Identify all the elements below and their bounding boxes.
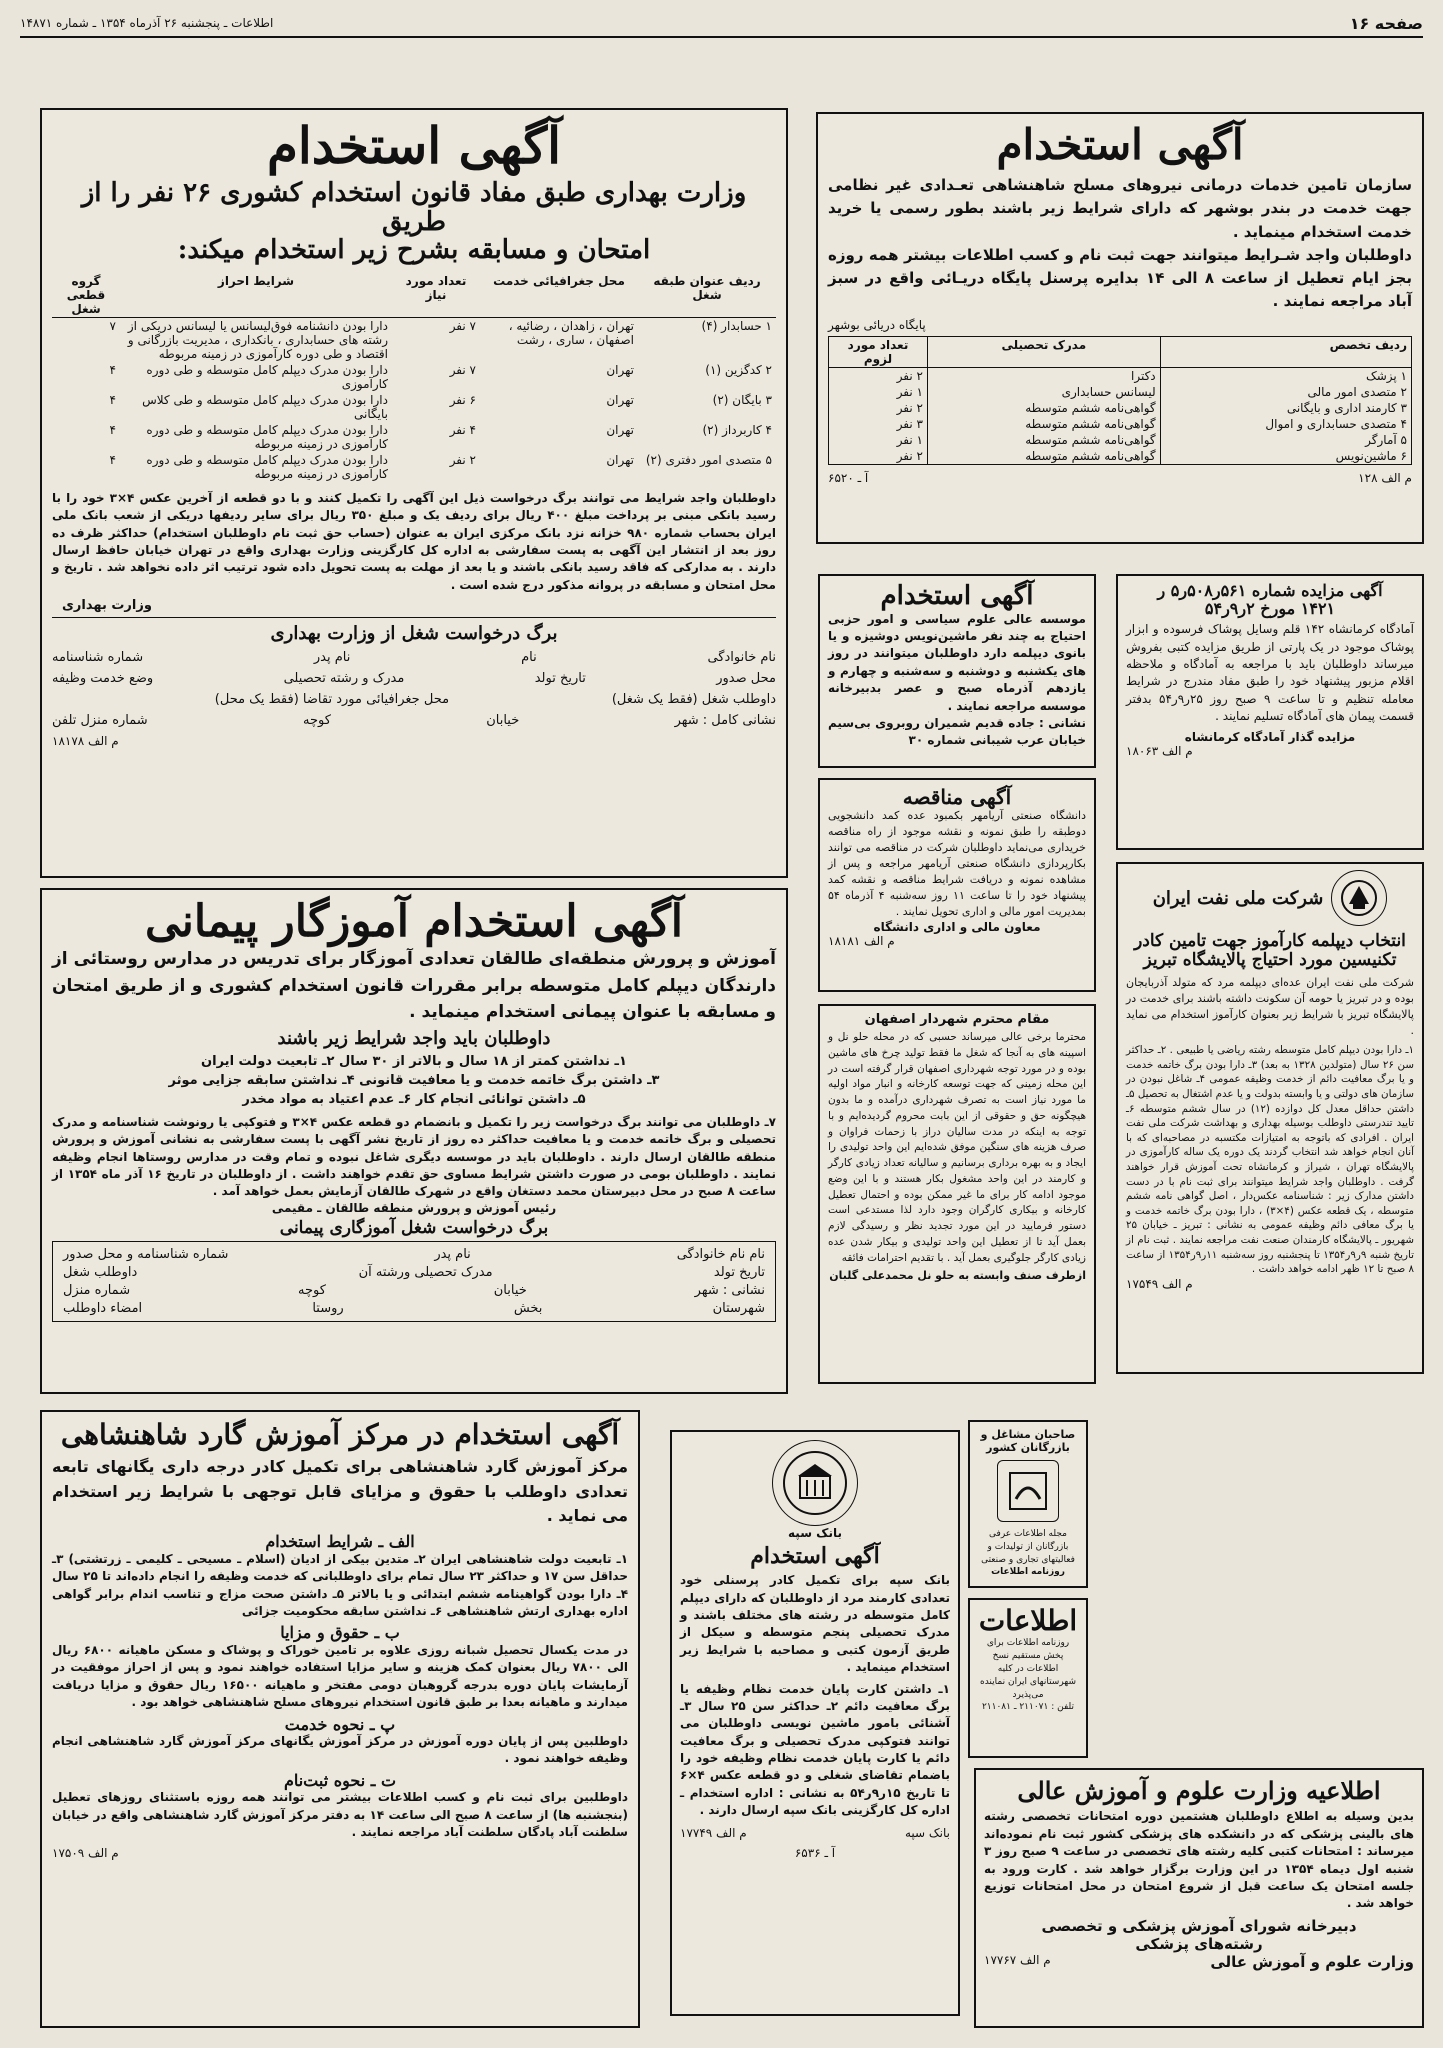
cell: ۶ نفر <box>449 392 476 407</box>
cell: ۲ نفر <box>829 400 928 416</box>
form-field[interactable]: روستا <box>312 1301 344 1317</box>
ad-navy-ref2: آ ـ ۶۵۲۰ <box>828 470 869 485</box>
ad-institute-address: نشانی : جاده قدیم شمیران روبروی بی‌سیم خیابان عرب شیبانی شماره ۳۰ <box>828 715 1086 748</box>
ad-bank-conds: ۱ـ داشتن کارت پایان خدمت نظام وظیفه یا برگ معافیت دائم ۲ـ حداکثر سن ۲۵ سال ۳ـ آشنائی بامور ماشین نویسی داوطلبان می توانند فتوکپی مدرک تحصیلی و برگ معافیت دائم یا کارت پایان خدمت نظام وظیفه خود را باضمام تقاضای شغلی و دو قطعه عکس ۴×۶ تا تاریخ ۱۵ر۹ر۵۴ به نشانی : اداره استخدام ـ اداره کل کارگزینی بانک سپه ارسال دارند . <box>680 1681 950 1818</box>
cell: ۱ نفر <box>829 432 928 448</box>
ad-teacher-body: آموزش و پرورش منطقه‌ای طالقان تعدادی آموزگار برای تدریس در مدارس روستائی از دارندگان دیپلم کامل متوسطه برابر مقررات قانون استخدام کشوری و از طریق امتحان و مسابقه با عنوان پیمانی استخدام مینماید . <box>52 949 776 1023</box>
form-field[interactable]: کوچه <box>302 712 331 728</box>
form-field[interactable]: شماره منزل تلفن <box>52 712 148 728</box>
ad-guard-s3: پ ـ نحوه خدمت <box>284 1714 396 1734</box>
form-field[interactable]: شماره شناسنامه <box>52 649 144 665</box>
form-field[interactable]: داوطلب شغل (فقط یک شغل) <box>611 691 776 707</box>
ad-teacher-title: آگهی استخدام آموزگار پیمانی <box>144 896 684 947</box>
ad-auction-ref: م الف ۱۸۰۶۳ <box>1126 743 1193 758</box>
ad-guard-s2: ب ـ حقوق و مزایا <box>280 1623 400 1643</box>
ad-press-title: صاحبان مشاغل و بازرگانان کشور <box>980 1428 1076 1454</box>
ad-guard-s4-text: داوطلبین برای ثبت نام و کسب اطلاعات بیشتر می توانند همه روزه باستثنای روزهای تعطیل (بنجشنبه ها) از ساعت ۸ صبح الی ساعت ۱۴ به دفتر مرکز آموزش گارد شاهنشاهی واقع در خیابان سلطنت آباد پادگان سلطنت آباد مراجعه نمایند . <box>52 1790 628 1840</box>
ad-institute-title: آگهی استخدام <box>880 581 1034 611</box>
col-header: تعداد مورد لزوم <box>829 336 928 367</box>
table-header <box>52 273 776 318</box>
ad-ministry-title: اطلاعیه وزارت علوم و آموزش عالی <box>1017 1776 1381 1805</box>
col-header: ردیف عنوان طبقه شغل <box>653 273 761 302</box>
ad-teacher-body2: ۷ـ داوطلبان می توانند برگ درخواست زیر را تکمیل و بانضمام دو قطعه عکس ۴×۳ و فتوکپی یا رونوشت شناسنامه و مدرک تحصیلی و برگ خاتمه خدمت و یا معافیت حداکثر ده روز از تاریخ نشر آگهی با پست سفارشی به نشانی آموزش و پرورش منطقه طالقان ارسال دارند . داوطلبان باید در موسسه دیگری شاغل نبوده و تمام وقت در مدارس روستاها انجام وظیفه نمایند . داوطلبان بومی در صورت داشتن شرایط مساوی حق تقدم خواهند داشت . از داوطلبان در تاریخ ۱۶ آذر ماه ۱۳۵۴ از ساعت ۸ صبح در محل دبیرستان محمد دستغان واقع در شهرک طالقان آزمایش بعمل خواهد آمد . <box>52 1114 777 1199</box>
form-field[interactable]: تاریخ تولد <box>534 670 586 686</box>
cell: ۴ <box>109 392 116 407</box>
cell: ۲ نفر <box>449 452 476 467</box>
ad-tender <box>818 778 1096 992</box>
ad-navy-title: آگهی استخدام <box>996 120 1244 169</box>
ad-oil <box>1116 862 1424 1374</box>
ad-ettelaat-phone: تلفن : ۲۱۱۰۷۱ ـ ۲۱۱۰۸۱ <box>981 1702 1075 1713</box>
ad-navy-ref: م الف ۱۲۸ <box>1358 470 1412 485</box>
ad-health-form-title: برگ درخواست شغل از وزارت بهداری <box>270 623 558 645</box>
cell: دارا بودن مدرک دیپلم کامل متوسطه و طی کلاس بایگانی <box>142 392 388 421</box>
col-header: تعداد مورد نیاز <box>405 273 467 302</box>
form-field[interactable]: تاریخ تولد <box>713 1265 765 1281</box>
ad-ettelaat-body: روزنامه اطلاعات برای پخش مستقیم نسخ اطلاعات در کلیه شهرستانهای ایران نماینده می‌پذیرد <box>979 1637 1076 1700</box>
cell: دارا بودن مدرک دیپلم کامل متوسطه و طی دوره کارآموزی در زمینه مربوطه <box>146 422 388 451</box>
form-field[interactable]: نشانی کامل : شهر <box>674 712 776 728</box>
table-row <box>52 317 776 362</box>
cell: ۷ نفر <box>449 362 476 377</box>
ad-ministry-sign2: رشته‌های پزشکی <box>1135 1934 1263 1953</box>
cell: ۱ نفر <box>829 384 928 400</box>
form-field[interactable]: نشانی : شهر <box>694 1283 765 1299</box>
cell: ۳ کارمند اداری و بایگانی <box>1286 400 1407 415</box>
ad-tender-title: آگهی مناقصه <box>902 785 1012 809</box>
col-header: ردیف تخصص <box>1160 336 1411 367</box>
table-row <box>52 392 776 422</box>
cell: دارا بودن مدرک دیپلم کامل متوسطه و طی دوره کارآموزی در زمینه مربوطه <box>146 452 388 481</box>
cell: ۷ نفر <box>449 318 476 333</box>
ad-letter <box>818 1004 1096 1384</box>
cell: ۵ متصدی امور دفتری (۲) <box>645 452 772 467</box>
ad-health-ref: م الف ۱۸۱۷۸ <box>52 733 119 748</box>
table-row <box>829 432 1412 448</box>
issue-line: اطلاعات ـ پنجشنبه ۲۶ آذرماه ۱۳۵۴ ـ شماره ۱۴۸۷۱ <box>20 16 274 30</box>
cell: ۲ نفر <box>829 448 928 465</box>
table-row <box>829 400 1412 416</box>
ad-navy-body2: داوطلبان واجد شـرایط میتوانند جهت ثبت نام و کسب اطلاعات بیشتر همه روزه بجز ایام تعطیل از ساعت ۸ الی ۱۴ بدایره پرسنل پایگاه دریـائی واقع در سبز آباد مراجعه نمایند . <box>828 245 1412 311</box>
form-field[interactable]: شماره منزل <box>63 1283 131 1299</box>
cell: ۲ نفر <box>829 367 928 384</box>
ad-guard-title: آگهی استخدام در مرکز آموزش گارد شاهنشاهی <box>60 1418 620 1451</box>
ad-health-sign: وزارت بهداری <box>62 598 152 614</box>
cell: ۱ حسابدار (۴) <box>701 318 772 333</box>
cell: ۷ <box>109 318 116 333</box>
form-field[interactable]: نام نام خانوادگی <box>676 1247 765 1263</box>
bank-logo-icon <box>772 1440 858 1526</box>
form-field[interactable]: وضع خدمت وظیفه <box>52 670 154 686</box>
cell: گواهی‌نامه ششم متوسطه <box>928 432 1161 448</box>
cell: ۶ ماشین‌نویس <box>1335 448 1407 463</box>
ad-guard-s1-items: ۱ـ تابعیت دولت شاهنشاهی ایران ۲ـ متدین بیکی از ادیان (اسلام ـ مسیحی ـ کلیمی ـ زرتشتی) ۳ـ حداقل سن ۱۷ و حداکثر ۲۳ سال تمام برای داوطلبانی که خدمت وظیفه را انجام داده‌اند تا ۲۵ سال ۴ـ دارا بودن گواهینامه ششم ابتدائی و یا بالاتر ۵ـ داشتن صحت مزاج و تناسب اندام برابر گواهی اداره بهداری ارتش شاهنشاهی ۶ـ نداشتن سابقه محکومیت جزائی <box>52 1551 629 1618</box>
table-row <box>52 452 776 482</box>
ad-oil-ref: م الف ۱۷۵۴۹ <box>1126 1276 1193 1291</box>
cell: گواهی‌نامه ششم متوسطه <box>928 400 1161 416</box>
col-header: شرایط احراز <box>217 273 295 288</box>
ad-navy-sign: پایگاه دریائی بوشهر <box>828 317 926 332</box>
cell: گواهی‌نامه ششم متوسطه <box>928 416 1161 432</box>
form-field[interactable]: مدرک تحصیلی ورشته آن <box>358 1265 493 1281</box>
ad-navy-body: سازمان تامین خدمات درمانی نیروهای مسلح شاهنشاهی تعـدادی غیر نظامی جهت خدمت در بندر بوشهر که دارای شرایط زیر باشند بطور رسمی یا خرید خدمت استخدام مینماید . <box>828 176 1412 241</box>
ad-auction <box>1116 574 1424 850</box>
ad-oil-conds: ۱ـ دارا بودن دیپلم کامل متوسطه رشته ریاضی یا طبیعی . ۲ـ حداکثر سن ۲۶ سال (متولدین ۱۳۲۸ به بعد) ۳ـ دارا بودن برگ خاتمه خدمت و یا برگ معافیت دائم از خدمت وظیفه عمومی ۴ـ شاغل نبودن در سازمان های دولتی و یا وابسته بدولت و یا عدم اشتغال به تحصیل ۵ـ داشتن حداقل معدل کل دوازده (۱۲) در سال ششم متوسطه ۶ـ تایید تندرستی داوطلب بوسیله بهداری و بهداشت شرکت ملی نفت ایران . افرادی که باتوجه به امتیازات مکتسبه در مصاحبه‌ای که با آنان انجام خواهد شد انتخاب گردند یک دوره یک ساله کارآموزی در پالایشگاه تهران ، شیراز و کرمانشاه تحت آموزش قرار خواهند گرفت . داوطلبان واجد شرایط میتوانند برای ثبت نام با در دست داشتن مدارک زیر : شناسنامه عکس‌دار ، اصل گواهی نامه ششم متوسطه ، یک قطعه عکس (۴×۳) ، دارا بودن برگ خاتمه خدمت و یا برگ معافی دائم وظیفه عمومی به نشانی : تبریز ـ خیابان ۲۵ شهریور ـ پالایشگاه کارمندان صنعت نفت مراجعه نمایند . ثبت نام از تاریخ شنبه ۹ر۹ر۱۳۵۴ تا پنجشنبه روز سه‌شنبه ۱۱ر۹ر۱۳۵۴ از ساعت ۸ صبح تا ۱۲ ظهر ادامه خواهد داشت . <box>1126 1044 1414 1276</box>
cell: ۴ کاربرداز (۲) <box>702 422 772 437</box>
ad-bank-body: بانک سپه برای تکمیل کادر پرسنلی خود تعدادی کارمند مرد از داوطلبان که دارای دیپلم کامل متوسطه در رشته های مختلف باشند و مدرک تحصیلی پنجم متوسطه و سیکل از طریق آزمون کتبی و مصاحبه با شرایط زیر استخدام مینماید . <box>680 1573 950 1675</box>
ad-health-title: آگهی استخدام <box>266 116 562 175</box>
ad-bank-sign: بانک سپه <box>905 1825 950 1840</box>
form-field[interactable]: امضاء داوطلب <box>63 1301 143 1317</box>
ad-guard-ref: م الف ۱۷۵۰۹ <box>52 1845 119 1860</box>
form-field[interactable]: خیابان <box>493 1283 527 1299</box>
ad-teacher <box>40 888 788 1394</box>
form-field[interactable]: محل جغرافیائی مورد تقاضا (فقط یک محل) <box>214 691 450 707</box>
ad-guard <box>40 1410 640 2028</box>
form-field[interactable]: محل صدور <box>716 670 776 686</box>
cell: ۴ نفر <box>449 422 476 437</box>
ad-press <box>968 1420 1088 1588</box>
ad-press-sign: روزنامه اطلاعات <box>991 1567 1065 1578</box>
cell: تهران <box>606 362 634 377</box>
form-field[interactable]: داوطلب شغل <box>63 1265 138 1281</box>
col-header: محل جغرافیائی خدمت <box>493 273 625 288</box>
ad-health-form <box>52 650 776 728</box>
table-row <box>52 362 776 392</box>
form-field[interactable]: خیابان <box>486 712 520 728</box>
ad-ministry-sign1: دبیرخانه شورای آموزش پزشکی و تخصصی <box>1041 1916 1357 1935</box>
form-field[interactable]: کوچه <box>297 1283 326 1299</box>
ad-guard-s3-text: داوطلبین پس از پایان دوره آموزش در مرکز آموزش یگانهای مرکز آموزش گارد شاهنشاهی انجام وظیفه خواهند نمود . <box>52 1734 628 1766</box>
cell: ۱ پزشک <box>1365 368 1407 383</box>
cell: ۳ بایگان (۲) <box>712 392 772 407</box>
col-header: مدرک تحصیلی <box>928 336 1161 367</box>
ad-bank <box>670 1430 960 2016</box>
ad-guard-s1: الف ـ شرایط استخدام <box>265 1532 415 1552</box>
cell: ۴ متصدی حسابداری و اموال <box>1265 416 1407 431</box>
cell: ۲ کدگزین (۱) <box>705 362 772 377</box>
cell: تهران <box>606 422 634 437</box>
ad-health <box>40 108 788 878</box>
page-number: صفحه ۱۶ <box>1349 13 1423 33</box>
ad-navy <box>816 112 1424 544</box>
form-field[interactable]: بخش <box>513 1301 543 1317</box>
cell: گواهی‌نامه ششم متوسطه <box>928 448 1161 465</box>
ad-letter-title: مقام محترم شهردار اصفهان <box>864 1012 1050 1027</box>
cell: ۴ <box>109 422 116 437</box>
ad-auction-sign: مزایده گذار آمادگاه کرمانشاه <box>1184 729 1356 744</box>
form-field[interactable]: مدرک و رشته تحصیلی <box>283 670 405 686</box>
ad-health-sub1: وزارت بهداری طبق مفاد قانون استخدام کشوری ۲۶ نفر را از طریق <box>81 178 747 237</box>
ad-guard-intro: مرکز آموزش گارد شاهنشاهی برای تکمیل کادر درجه داری یگانهای تابعه تعدادی داوطلب با حقوق و مزایای قابل توجهی با شرایط زیر استخدام می نماید . <box>52 1456 628 1526</box>
cell: دارا بودن مدرک دیپلم کامل متوسطه و طی دوره کارآموزی <box>146 362 388 391</box>
press-logo-icon <box>997 1460 1059 1522</box>
ad-ministry-sign3: وزارت علوم و آموزش عالی <box>1210 1952 1414 1971</box>
ad-institute <box>818 574 1096 768</box>
ad-ministry-ref: م الف ۱۷۷۶۷ <box>984 1952 1051 1967</box>
ad-bank-ref: م الف ۱۷۷۴۹ <box>680 1825 747 1840</box>
ad-teacher-form <box>52 1241 776 1322</box>
form-field[interactable]: شهرستان <box>712 1301 765 1317</box>
ad-tender-body: دانشگاه صنعتی آریامهر بکمبود عده کمد دانشجویی دوطبقه را طبق نمونه و نقشه موجود از راه مناقصه خریداری می‌نماید داوطلبان شرکت در مناقصه می توانند بکارپردازی دانشگاه صنعتی آریامهر مراجعه و پس از مشاهده نمونه و دریافت شرایط مناقصه و نقشه کمد پیشنهاد خود را تا ساعت ۱۱ روز سه‌شنبه ۴ آذرماه ۵۴ بمدیریت امور مالی و اداری تحویل نمایند . <box>828 809 1086 918</box>
ad-oil-body: شرکت ملی نفت ایران عده‌ای دیپلمه مرد که متولد آذربایجان بوده و در تبریز یا حومه آن سکونت داشته باشند برای خدمت در پالایشگاه تبریز با شرایط زیر بعنوان کارآموز استخدام می نماید . <box>1126 976 1414 1038</box>
ad-health-table <box>52 273 776 482</box>
page-header <box>20 10 1423 38</box>
ad-tender-sign: معاون مالی و اداری دانشگاه <box>873 919 1041 934</box>
cell: ۳ نفر <box>829 416 928 432</box>
ad-letter-body: محترما برخی عالی میرساند حسبی که در محله حلو نل و اسپینه های به آنجا که شغل ما فقط تولید چرخ های ماشین بوده و در مورد توجه شهرداری اصفهان قرار گرفته است در این محله زمینی که جهت توسعه کارخانه و انبار مواد اولیه ما مورد نیاز است به تصرف شهرداری درآمده و ما بدون هیچگونه حق و حقوقی از این بابت محروم گردیده‌ایم و با توجه به اینکه در مدت سالیان دراز با زحمات فراوان و صرف هزینه های سنگین موفق شده‌ایم این واحد تولیدی را ایجاد و به بهره برداری برسانیم و سالیانه تعداد زیادی کارگر و کارمند در این واحد مشغول بکار هستند و با این وضع موجود ادامه کار برای ما غیر ممکن بوده و احتمال تعطیل کارخانه و بیکاری کارگران وجود دارد لذا مستدعی است دستور فرمایید در این مورد تجدید نظر و رسیدگی لازم بعمل آید تا از تعطیل این واحد تولیدی و بیکار شدن عده زیادی کارگر جلوگیری بعمل آید . با تقدیم احترامات فائقه <box>828 1031 1086 1264</box>
cell: ۵ آمارگر <box>1365 432 1407 447</box>
ad-teacher-cond: ۵ـ داشتن توانائی انجام کار ۶ـ عدم اعتیاد به مواد مخدر <box>242 1091 586 1107</box>
ad-oil-title: انتخاب دیپلمه کارآموز جهت تامین کادر تکنیسین مورد احتیاج پالایشگاه تبریز <box>1134 931 1406 970</box>
ad-guard-s4: ت ـ نحوه ثبت‌نام <box>283 1770 397 1790</box>
ad-letter-sign: ازطرف صنف وابسته به حلو نل محمدعلی گلبان <box>829 1269 1086 1283</box>
ad-institute-body: موسسه عالی علوم سیاسی و امور حزبی احتیاج به چند نفر ماشین‌نویس دوشیزه و یا بانوی دیپلمه دارد داوطلبان میتوانند در روز های یکشنبه و دوشنبه و سه‌شنبه و چهارم و یازدهم آذرماه صبح و عصر بدبیرخانه موسسه مراجعه نمایند . <box>828 611 1086 713</box>
cell: ۴ <box>109 362 116 377</box>
ad-auction-body: آمادگاه کرمانشاه ۱۴۲ قلم وسایل پوشاک فرسوده و ابزار پوشاک موجود در یک پارتی از طریق مزایده کتبی بفروش میرساند داوطلبان باید با مراجعه به آمادگاه و ملاحظه اقلام مزبور پیشنهاد خود را طبق مفاد مندرج در شرایط معامله تنظیم و تا ساعت ۹ صبح روز ۲۵ر۹ر۵۴ بدفتر قسمت پیمان های آمادگاه تسلیم نمایند . <box>1126 622 1415 724</box>
ad-health-sub2: امتحان و مسابقه بشرح زیر استخدام میکند: <box>177 235 651 266</box>
cell: ۴ <box>109 452 116 467</box>
form-field[interactable]: نام خانوادگی <box>707 649 776 665</box>
table-row <box>829 416 1412 432</box>
ad-ministry <box>974 1768 1424 2028</box>
ad-teacher-sign: رئیس آموزش و پرورش منطقه طالقان ـ مقیمی <box>271 1200 557 1215</box>
table-row <box>829 384 1412 400</box>
table-row <box>52 422 776 452</box>
ad-teacher-form-title: برگ درخواست شغل آموزگاری پیمانی <box>279 1217 549 1238</box>
ad-teacher-cond: ۳ـ داشتن برگ خاتمه خدمت و یا معافیت قانونی ۴ـ نداشتن سابقه جزایی موثر <box>168 1073 660 1089</box>
cell: لیسانس حسابداری <box>928 384 1161 400</box>
form-field[interactable]: نام پدر <box>313 649 351 665</box>
cell: تهران <box>606 392 634 407</box>
ad-bank-ref2: آ ـ ۶۵۳۶ <box>794 1845 836 1860</box>
form-field[interactable]: شماره شناسنامه و محل صدور <box>63 1247 229 1263</box>
ad-press-body: مجله اطلاعات عرفی بازرگانان از تولیدات و فعالیتهای تجاری و صنعتی <box>981 1529 1075 1566</box>
bank-logo-text: بانک سپه <box>788 1526 842 1540</box>
ad-teacher-cond: ۱ـ نداشتن کمتر از ۱۸ سال و بالاتر از ۳۰ سال ۲ـ تابعیت دولت ایران <box>201 1054 627 1070</box>
ad-tender-ref: م الف ۱۸۱۸۱ <box>828 933 895 948</box>
col-header: گروه قطعی شغل <box>66 273 106 316</box>
ad-health-body: داوطلبان واجد شرایط می توانند برگ درخواست ذیل این آگهی را تکمیل کنند و با دو قطعه از آخرین عکس ۴×۳ خود را با رسید بانکی مبنی بر پرداخت مبلغ ۴۰۰ ریال برای ردیف یک و مبلغ ۳۵۰ ریال برای سایر ردیفها دریکی از شعب بانک ملی ایران بحساب شماره ۹۸۰ خزانه نزد بانک مرکزی ایران به عنوان (حساب حق ثبت نام داوطلبان استخدام) حداکثر ظرف ده روز بعد از انتشار این آگهی به پست سفارشی به اداره کل کارگزینی وزارت بهداری واقع در تهران خیابان حافظ ارسال دارند . به مدارکی که فاقد رسید بانکی باشند و یا بعد از مهلت به پست تحویل داده شود ترتیب اثر داده نخواهد شد . تاریخ و محل امتحان و مسابقه در پروانه مذکور درج شده است . <box>52 490 776 592</box>
oil-logo-text: شرکت ملی نفت ایران <box>1152 887 1324 909</box>
table-row <box>829 448 1412 465</box>
cell: تهران ، زاهدان ، رضائیه ، اصفهان ، ساری ، رشت <box>508 318 634 347</box>
cell: دکترا <box>928 367 1161 384</box>
ad-teacher-cond-title: داوطلبان باید واجد شرایط زیر باشند <box>277 1028 551 1050</box>
ad-ministry-body: بدین وسیله به اطلاع داوطلبان هشتمین دوره امتحانات تخصصی رشته های بالینی پزشکی که در دانشکده های پزشکی کشور ثبت نام نموده‌اند میرساند : امتحانات کتبی کلیه رشته های تخصصی در ساعت ۹ صبح روز ۳ شنبه اول دیماه ۱۳۵۴ در این وزارت برگزار خواهد شد . کارت ورود به جلسه امتحان یک ساعت قبل از شروع امتحان در محل امتحانات توزیع خواهد شد . <box>984 1809 1414 1911</box>
ad-bank-title: آگهی استخدام <box>750 1543 880 1569</box>
oil-logo-icon <box>1331 870 1387 926</box>
table-row <box>829 367 1412 384</box>
form-field[interactable]: نام پدر <box>434 1247 471 1263</box>
ad-auction-title: آگهی مزایده شماره ۵۶۱ر۵۰۸ر۵ ر <box>1157 581 1383 600</box>
form-field[interactable]: نام <box>521 649 537 665</box>
ad-ettelaat-title: اطلاعات <box>978 1604 1078 1637</box>
cell: ۲ متصدی امور مالی <box>1307 384 1407 399</box>
cell: دارا بودن دانشنامه فوق‌لیسانس یا لیسانس دریکی از رشته های حسابداری ، بانکداری ، مدیریت بازرگانی و اقتصاد و طی دوره کارآموزی در زمینه مربوطه <box>127 318 388 361</box>
ad-guard-s2-text: در مدت یکسال تحصیل شبانه روزی علاوه بر تامین خوراک و پوشاک و مسکن ماهیانه ۶۸۰۰ ریال الی ۷۸۰۰ ریال بعنوان کمک هزینه و سایر مزایا استفاده خواهند نمود و پس از احراز موفقیت در آزمایشات پایان دوره بدرجه گروهبان دومی مفتخر و ماهیانه ۱۶۵۰۰ ریال حقوق و مزایا دریافت میدارند و ماهیانه بعدا بر طبق قانون استخدام نیروهای مسلح شاهنشاهی خواهد بود . <box>52 1642 629 1710</box>
cell: تهران <box>606 452 634 467</box>
table-header <box>829 336 1412 367</box>
ad-navy-table <box>828 336 1412 465</box>
ad-ettelaat <box>968 1598 1088 1758</box>
ad-auction-sub: ۱۴۲۱ مورخ ۲ر۹ر۵۴ <box>1204 598 1336 618</box>
